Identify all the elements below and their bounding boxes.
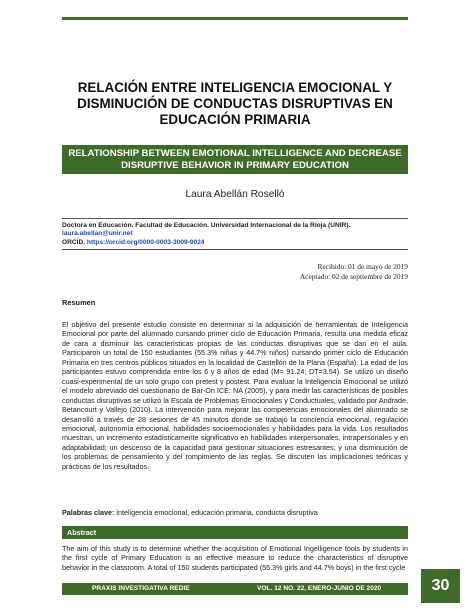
- page-number: 30: [421, 569, 460, 603]
- abstract-heading: Abstract: [62, 526, 408, 539]
- header-rule: [62, 17, 408, 20]
- abstract-body: The aim of this study is to determine whether the acquisition of Emotional Ingelligence tools by students in the first cycle of Primary Education is an effective measure to reduce the characteristics of disruptive behavior in the classroom. A total of 150 students participated (55.3% girls and 44.7% boys) in the first cycle: [62, 544, 408, 572]
- title-line: EDUCACIÓN PRIMARIA: [159, 112, 311, 127]
- title-line: RELACIÓN ENTRE INTELIGENCIA EMOCIONAL Y: [77, 80, 393, 95]
- title-line: DISMINUCIÓN DE CONDUCTAS DISRUPTIVAS EN: [77, 96, 393, 111]
- keywords: [62, 508, 408, 517]
- resumen-heading: Resumen: [62, 298, 96, 307]
- title-en-line: RELATIONSHIP BETWEEN EMOTIONAL INTELLIGENCE AND DECREASE: [68, 148, 402, 159]
- received-date: Recibido: 01 de mayo de 2019: [317, 262, 408, 271]
- author-email-link[interactable]: laura.abellan@unir.net: [62, 230, 133, 238]
- orcid-link[interactable]: https://orcid.org/0000-0003-3009-9024: [86, 238, 205, 246]
- submission-dates: [300, 262, 408, 281]
- affiliation-text: Doctora en Educación. Facultad de Educación. Universidad Internacional de la Rioja (UNIR).: [62, 222, 351, 229]
- title-en-line: DISRUPTIVE BEHAVIOR IN PRIMARY EDUCATION: [121, 159, 349, 171]
- article-title-en: [62, 145, 408, 174]
- accepted-date: Aceptado: 02 de septiembre de 2019: [299, 271, 408, 281]
- footer-issue: VOL. 12 NO. 22, ENERO-JUNIO DE 2020: [257, 585, 382, 592]
- keywords-label: Palabras clave:: [62, 508, 115, 517]
- footer-bar: [62, 583, 408, 595]
- keywords-text: inteligencia emocional, educación primaria, conducta disruptiva: [116, 508, 318, 517]
- article-title-es: [62, 80, 408, 128]
- resumen-body: El objetivo del presente estudio consiste en determinar si la adquisición de herramientas de Inteligencia Emocional por parte del alumnado cursando primer ciclo de Educación Primaria, resulta una medida eficaz de cara a disminuir las características propias de las conductas disruptivas que se dan en el aula. Participaron un total de 150 estudiantes (55.3% niñas y 44.7% niños) cursando primer ciclo de Educación Primaria en tres centros públicos situados en la localidad de Castellón de la Plana (España). La edad de los participantes estuvo comprendida entre los 6 y 8 años de edad (M= 91.24; DT=3.54). Se utilizó un diseño cuasi-experimental de un solo grupo con pretest y postest. Para evaluar la Inteligencia Emocional se utilizó el modelo abreviado del cuestionario de Bar-On ICE: NA (2005), y para medir las características de posibles conductas disruptivas se utilizó la Escala de Problemas Emocionales y Conductuales, validado por Andrade, Betancourt y Vallejo (2010). La intervención para mejorar las competencias emocionales del alumnado se desarrolló a través de 28 sesiones de 45 minutos donde se trabajó la conciencia emocional, regulación emocional, autonomía emocional, habilidades socioemocionales y habilidades para la vida. Los resultados muestran, un incremento estadísticamente significativo en habilidades interpersonales, intrapersonales y en adaptabilidad; un descenso de la capacidad para gestionar situaciones estresantes; y una disminución de los problemas de pensamiento y del rompimiento de las reglas. Se discuten las implicaciones teóricas y prácticas de los resultados.: [62, 320, 408, 471]
- author-affiliation: [62, 218, 408, 250]
- footer-journal-name: PRAXIS INVESTIGATIVA REDIE: [92, 585, 190, 592]
- author-name: Laura Abellán Roselló: [185, 189, 285, 200]
- orcid-label: ORCID.: [62, 238, 86, 246]
